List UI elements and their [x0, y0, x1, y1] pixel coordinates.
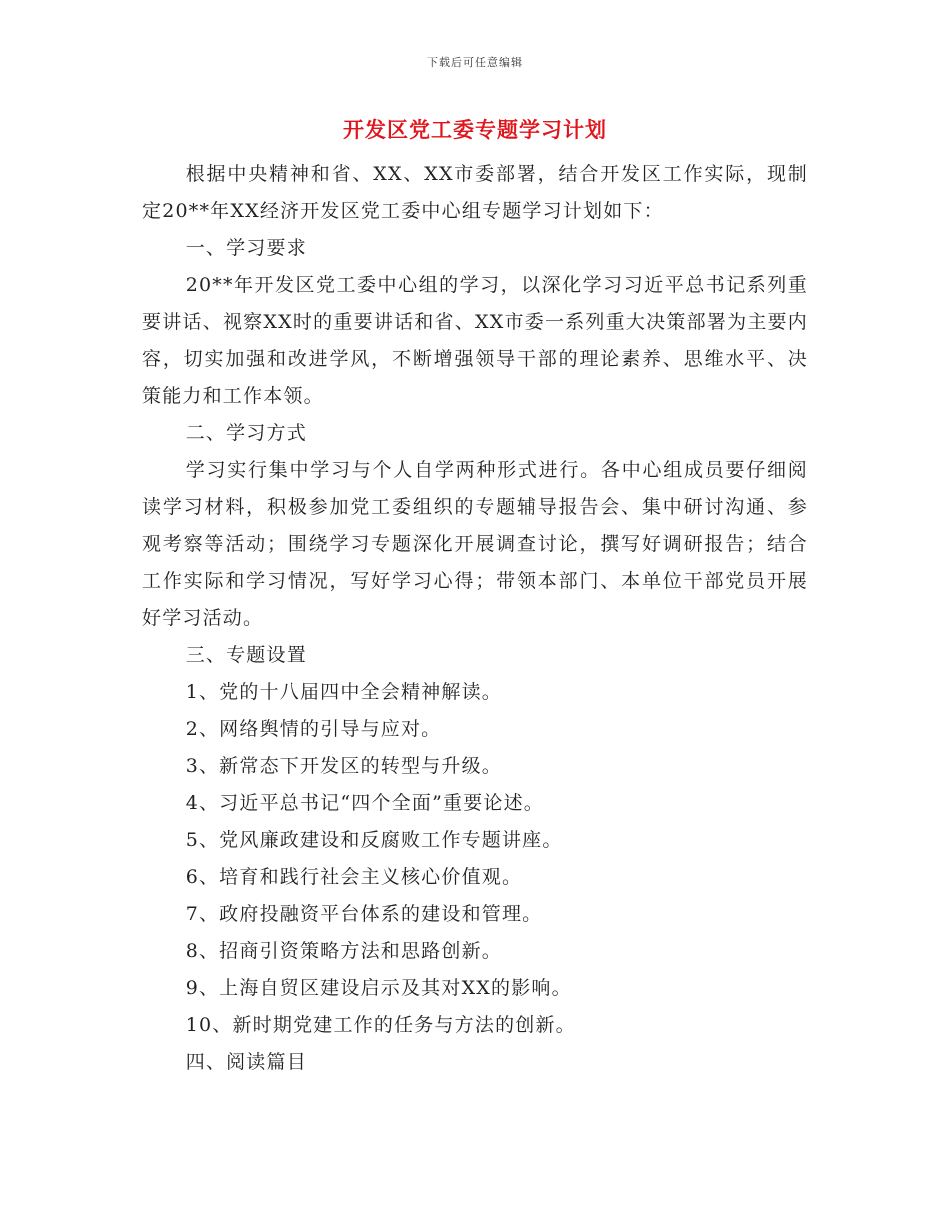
topic-list-item: 7、政府投融资平台体系的建设和管理。 [185, 903, 543, 925]
methods-paragraph: 学习实行集中学习与个人自学两种形式进行。各中心组成员要仔细阅读学习材料，积极参加党工委组织的专题辅导报告会、集中研讨沟通、参观考察等活动；围绕学习专题深化开展调查讨论，撰写好调研报告；结合工作实际和学习情况，写好学习心得；带领本部门、本单位干部党员开展好学习活动。 [142, 459, 808, 629]
requirements-paragraph: 20**年开发区党工委中心组的学习，以深化学习习近平总书记系列重要讲话、视察XX时的重要讲话和省、XX市委一系列重大决策部署为主要内容，切实加强和改进学风，不断增强领导干部的理论素养、思维水平、决策能力和工作本领。 [142, 274, 808, 407]
topic-list-item: 3、新常态下开发区的转型与升级。 [185, 755, 502, 777]
topic-list-item: 10、新时期党建工作的任务与方法的创新。 [185, 1014, 576, 1036]
intro-paragraph: 根据中央精神和省、XX、XX市委部署，结合开发区工作实际，现制定20**年XX经济开发区党工委中心组专题学习计划如下： [142, 163, 808, 222]
section-heading-topics: 三、专题设置 [185, 644, 307, 666]
topic-list [142, 674, 808, 1044]
section-heading-readings: 四、阅读篇目 [185, 1051, 307, 1073]
header-note: 下载后可任意编辑 [427, 56, 523, 69]
topic-list-item: 1、党的十八届四中全会精神解读。 [185, 681, 502, 703]
topic-list-item: 5、党风廉政建设和反腐败工作专题讲座。 [185, 829, 563, 851]
document-body [142, 156, 808, 1081]
topic-list-item: 6、培育和践行社会主义核心价值观。 [185, 866, 523, 888]
topic-list-item: 2、网络舆情的引导与应对。 [185, 718, 442, 740]
topic-list-item: 8、招商引资策略方法和思路创新。 [185, 940, 502, 962]
topic-list-item: 9、上海自贸区建设启示及其对XX的影响。 [185, 977, 572, 999]
section-heading-methods: 二、学习方式 [185, 422, 307, 444]
section-heading-requirements: 一、学习要求 [185, 237, 307, 259]
topic-list-item: 4、习近平总书记“四个全面”重要论述。 [185, 792, 545, 814]
document-title: 开发区党工委专题学习计划 [343, 117, 607, 142]
